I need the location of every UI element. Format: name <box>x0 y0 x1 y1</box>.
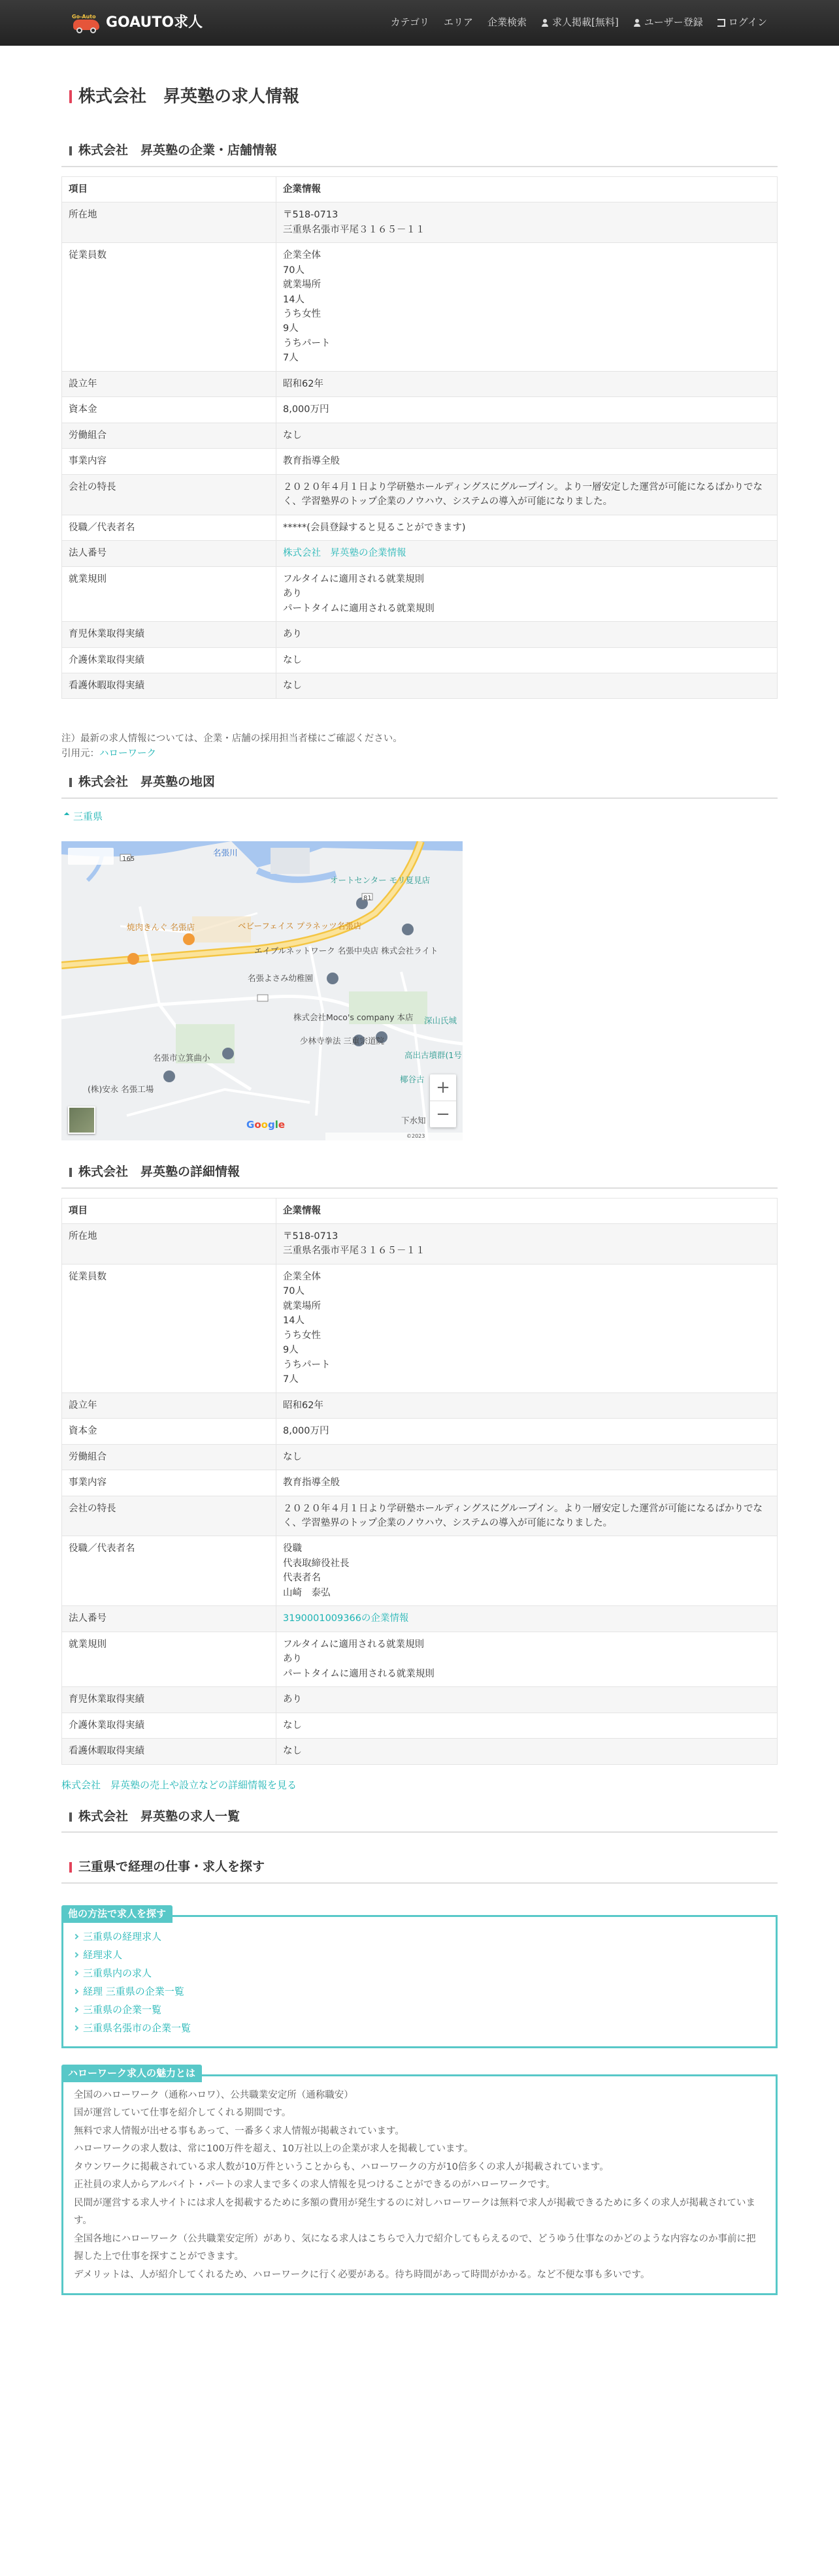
table-row <box>62 423 778 448</box>
row-value: *****(会員登録すると見ることができます) <box>276 515 778 540</box>
other-search-link[interactable] <box>74 1964 765 1982</box>
section-heading-company-info: 株式会社 昇英塾の企業・店舗情報 <box>61 136 778 167</box>
table-row <box>62 1444 778 1470</box>
update-note: 注）最新の求人情報については、企業・店舗の採用担当者様にご確認ください。 <box>61 733 403 745</box>
table-row <box>62 673 778 698</box>
google-logo: Google <box>246 1118 286 1131</box>
table-row <box>62 371 778 396</box>
row-label: 育児休業取得実績 <box>62 1687 276 1713</box>
row-value: なし <box>276 647 778 673</box>
hellowork-paragraph: 正社員の求人からアルバイト・パートの求人まで多くの求人情報を見つけることができるのがハローワークです。 <box>74 2180 555 2191</box>
row-label: 事業内容 <box>62 1470 276 1496</box>
section-heading-map: 株式会社 昇英塾の地図 <box>61 767 778 798</box>
map-label-yakiniku: 焼肉きんぐ 名張店 <box>127 922 195 933</box>
row-label: 介護休業取得実績 <box>62 647 276 673</box>
map-label-sakaiya: 椰谷古 <box>400 1074 425 1085</box>
section-heading-jobs-list: 株式会社 昇英塾の求人一覧 <box>61 1802 778 1833</box>
row-label: 看護休暇取得実績 <box>62 673 276 698</box>
table-row <box>62 515 778 540</box>
other-search-link[interactable] <box>74 1946 765 1964</box>
row-label: 介護休業取得実績 <box>62 1713 276 1738</box>
nav-user-register[interactable]: ユーザー登録 <box>633 15 703 30</box>
chevron-right-icon <box>73 1971 78 1976</box>
company-detail-link[interactable]: 株式会社 昇英塾の売上や設立などの詳細情報を見る <box>61 1779 297 1791</box>
other-search-link-text[interactable]: 三重県の企業一覧 <box>83 2003 162 2016</box>
hellowork-source-link[interactable]: ハローワーク <box>99 748 156 759</box>
person-icon <box>541 19 549 27</box>
heading-marker-icon <box>69 1812 72 1822</box>
hellowork-paragraph: タウンワークに掲載されている求人数が10万件ということからも、ハローワークの方が10倍多くの求人が掲載されています。 <box>74 2161 609 2172</box>
chevron-right-icon <box>73 1934 78 1939</box>
table-row <box>62 449 778 474</box>
table-header-row <box>62 1198 778 1223</box>
other-search-link[interactable] <box>74 1982 765 2001</box>
hellowork-paragraph: 無料で求人情報が出せる事もあって、一番多く求人情報が掲載されています。 <box>74 2125 404 2136</box>
hellowork-title: ハローワーク求人の魅力とは <box>61 2065 202 2082</box>
login-icon <box>717 19 725 27</box>
location-arrow-icon <box>61 813 70 821</box>
row-label: 就業規則 <box>62 1632 276 1686</box>
table-row <box>62 622 778 647</box>
row-value: 企業全体 70人 就業場所 14人 うち女性 9人 うちパート 7人 <box>276 1264 778 1393</box>
zoom-out-button[interactable]: − <box>436 1104 450 1124</box>
row-label: 資本金 <box>62 1419 276 1444</box>
chevron-right-icon <box>73 1989 78 1994</box>
top-navbar <box>0 0 839 46</box>
row-value: あり <box>276 622 778 647</box>
map-label-takaide: 高出古墳群(1号 <box>404 1050 462 1061</box>
row-label: 役職／代表者名 <box>62 515 276 540</box>
title-marker-icon <box>69 90 72 103</box>
row-label: 従業員数 <box>62 243 276 372</box>
company-info-link[interactable]: 3190001009366の企業情報 <box>283 1613 409 1624</box>
map-label-agri: エイブルネットワーク 名張中央店 株式会社ライト <box>254 946 438 956</box>
table-row <box>62 1739 778 1764</box>
hellowork-text <box>74 2087 765 2285</box>
table-row <box>62 1632 778 1686</box>
map-satellite-toggle[interactable] <box>68 1106 95 1134</box>
table-row <box>62 1606 778 1632</box>
row-label: 労働組合 <box>62 423 276 448</box>
car-logo-icon <box>72 13 101 33</box>
hellowork-box <box>61 2067 778 2296</box>
row-label: 役職／代表者名 <box>62 1536 276 1606</box>
row-label: 法人番号 <box>62 1606 276 1632</box>
row-label: 設立年 <box>62 1393 276 1418</box>
person-icon <box>633 19 641 27</box>
row-value: なし <box>276 673 778 698</box>
other-search-link-text[interactable]: 経理求人 <box>83 1948 123 1961</box>
row-value: 教育指導全般 <box>276 449 778 474</box>
table-header-cell: 項目 <box>62 176 276 202</box>
row-label: 所在地 <box>62 202 276 243</box>
row-value: なし <box>276 423 778 448</box>
map-label-mocos: 株式会社Moco's company 本店 <box>293 1012 414 1023</box>
map-label-shorin: 少林寺拳法 三重宗道院 <box>300 1036 384 1046</box>
other-search-link[interactable] <box>74 2001 765 2019</box>
row-label: 就業規則 <box>62 566 276 621</box>
row-label: 労働組合 <box>62 1444 276 1470</box>
table-header-cell: 項目 <box>62 1198 276 1223</box>
row-value: なし <box>276 1444 778 1470</box>
table-header-row <box>62 176 778 202</box>
chevron-right-icon <box>73 2025 78 2031</box>
map-label-auto-center: オートセンター モリ夏見店 <box>330 875 431 886</box>
heading-marker-icon <box>69 1168 72 1177</box>
row-value <box>276 541 778 566</box>
other-search-links <box>74 1927 765 2037</box>
heading-marker-icon <box>69 1862 72 1873</box>
table-header-cell: 企業情報 <box>276 176 778 202</box>
table-row <box>62 1536 778 1606</box>
row-value: フルタイムに適用される就業規則 あり パートタイムに適用される就業規則 <box>276 1632 778 1686</box>
table-row <box>62 1496 778 1536</box>
logo-tag: Go-Auto <box>72 14 96 20</box>
nav-post-job[interactable]: 求人掲載[無料] <box>541 15 619 30</box>
heading-marker-icon <box>69 778 72 787</box>
table-row <box>62 1713 778 1738</box>
row-value: 〒518-0713 三重県名張市平尾３１６５－１１ <box>276 1223 778 1264</box>
other-search-box <box>61 1907 778 2048</box>
map-label-route2: 165 <box>122 856 135 863</box>
other-search-link-text[interactable]: 経理 三重県の企業一覧 <box>83 1985 184 1997</box>
other-search-link[interactable] <box>74 1927 765 1946</box>
table-row <box>62 1687 778 1713</box>
table-row <box>62 541 778 566</box>
table-row <box>62 202 778 243</box>
row-value: 〒518-0713 三重県名張市平尾３１６５－１１ <box>276 202 778 243</box>
row-label: 会社の特長 <box>62 1496 276 1536</box>
location-link[interactable]: 三重県 <box>61 809 778 824</box>
row-label: 会社の特長 <box>62 474 276 515</box>
table-row <box>62 1393 778 1418</box>
table-row <box>62 474 778 515</box>
other-search-title: 他の方法で求人を探す <box>61 1905 173 1923</box>
map-label-baby: ベビーフェイス プラネッツ名張店 <box>238 921 362 931</box>
map-attribution: ©2023 <box>325 1133 463 1140</box>
google-map[interactable] <box>61 841 463 1140</box>
other-search-link-text[interactable]: 三重県名張市の企業一覧 <box>83 2021 191 2034</box>
table-row <box>62 1264 778 1393</box>
map-fullscreen-button[interactable] <box>68 848 114 865</box>
row-value: 役職 代表取締役社長 代表者名 山崎 泰弘 <box>276 1536 778 1606</box>
row-value <box>276 1606 778 1632</box>
row-value: 8,000万円 <box>276 1419 778 1444</box>
source-citation: 引用元：ハローワーク <box>61 748 156 759</box>
other-search-link[interactable] <box>74 2019 765 2037</box>
map-label-fukayama: 深山氏城 <box>424 1016 457 1026</box>
row-label: 所在地 <box>62 1223 276 1264</box>
hellowork-paragraph: ハローワークの求人数は、常に100万件を超え、10万社以上の企業が求人を掲載しています。 <box>74 2144 474 2155</box>
company-info-link[interactable]: 株式会社 昇英塾の企業情報 <box>283 548 406 559</box>
main-content <box>61 46 778 2576</box>
table-row <box>62 397 778 423</box>
row-value: 昭和62年 <box>276 371 778 396</box>
section-heading-search: 三重県で経理の仕事・求人を探す <box>61 1852 778 1883</box>
map-label-yoshimi: 名張よさみ幼稚園 <box>248 973 314 984</box>
main-nav <box>391 15 767 30</box>
row-value: なし <box>276 1739 778 1764</box>
row-label: 従業員数 <box>62 1264 276 1393</box>
map-label-river: 名張川 <box>213 848 238 858</box>
zoom-in-button[interactable]: + <box>436 1077 450 1097</box>
nav-category[interactable]: カテゴリ <box>390 16 429 29</box>
row-value: 企業全体 70人 就業場所 14人 うち女性 9人 うちパート 7人 <box>276 243 778 372</box>
row-label: 設立年 <box>62 371 276 396</box>
map-label-school: 名張市立箕曲小 <box>153 1053 210 1063</box>
row-label: 育児休業取得実績 <box>62 622 276 647</box>
table-row <box>62 1470 778 1496</box>
row-label: 資本金 <box>62 397 276 423</box>
chevron-right-icon <box>73 2007 78 2012</box>
company-detail-table <box>61 1198 778 1765</box>
table-row <box>62 243 778 372</box>
brand-name: GOAUTO求人 <box>106 14 203 31</box>
chevron-right-icon <box>73 1952 78 1957</box>
row-label: 法人番号 <box>62 541 276 566</box>
map-label-yamato: (株)安永 名張工場 <box>88 1084 154 1095</box>
row-value: 8,000万円 <box>276 397 778 423</box>
brand-logo[interactable] <box>72 12 203 34</box>
row-value: ２０２０年４月１日より学研塾ホールディングスにグループイン。より一層安定した運営が可能になるばかりでなく、学習塾界のトップ企業のノウハウ、システムの導入が可能になりました。 <box>276 1496 778 1536</box>
row-label: 事業内容 <box>62 449 276 474</box>
map-zoom-controls <box>430 1074 456 1127</box>
row-value: ２０２０年４月１日より学研塾ホールディングスにグループイン。より一層安定した運営が可能になるばかりでなく、学習塾界のトップ企業のノウハウ、システムの導入が可能になりました。 <box>276 474 778 515</box>
hellowork-paragraph: デメリットは、人が紹介してくれるため、ハローワークに行く必要がある。待ち時間があって時間がかかる。など不便な事も多いです。 <box>74 2269 650 2280</box>
map-label-route: 81 <box>363 895 372 903</box>
other-search-link-text[interactable]: 三重県の経理求人 <box>83 1930 162 1942</box>
table-row <box>62 647 778 673</box>
map-label-shimomizu: 下水知 <box>401 1116 426 1126</box>
hellowork-paragraph: 全国のハローワーク（通称ハロワ）、公共職業安定所（通称職安） <box>74 2089 354 2101</box>
table-header-cell: 企業情報 <box>276 1198 778 1223</box>
company-info-table <box>61 176 778 700</box>
nav-login[interactable]: ログイン <box>717 15 767 30</box>
row-value: 昭和62年 <box>276 1393 778 1418</box>
row-value: なし <box>276 1713 778 1738</box>
hellowork-paragraph: 全国各地にハローワーク（公共職業安定所）があり、気になる求人はこちらで入力で紹介してもらえるので、どうゆう仕事なのかどのような内容なのか事前に把握した上で仕事を探すことができます。 <box>74 2233 756 2262</box>
table-row <box>62 1419 778 1444</box>
section-heading-details: 株式会社 昇英塾の詳細情報 <box>61 1157 778 1188</box>
row-value: あり <box>276 1687 778 1713</box>
hellowork-paragraph: 民間が運営する求人サイトには求人を掲載するために多額の費用が発生するのに対しハローワークは無料で求人が掲載できるために多くの求人が掲載されています。 <box>74 2197 755 2227</box>
row-label: 看護休暇取得実績 <box>62 1739 276 1764</box>
hellowork-paragraph: 国が運営していて仕事を紹介してくれる期間です。 <box>74 2108 291 2119</box>
nav-area[interactable]: エリア <box>443 16 473 29</box>
heading-marker-icon <box>69 146 72 155</box>
nav-company-search[interactable]: 企業検索 <box>487 16 527 29</box>
row-value: フルタイムに適用される就業規則 あり パートタイムに適用される就業規則 <box>276 566 778 621</box>
other-search-link-text[interactable]: 三重県内の求人 <box>83 1967 152 1979</box>
table-row <box>62 1223 778 1264</box>
row-value: 教育指導全般 <box>276 1470 778 1496</box>
table-row <box>62 566 778 621</box>
page-title: 株式会社 昇英塾の求人情報 <box>61 77 778 116</box>
